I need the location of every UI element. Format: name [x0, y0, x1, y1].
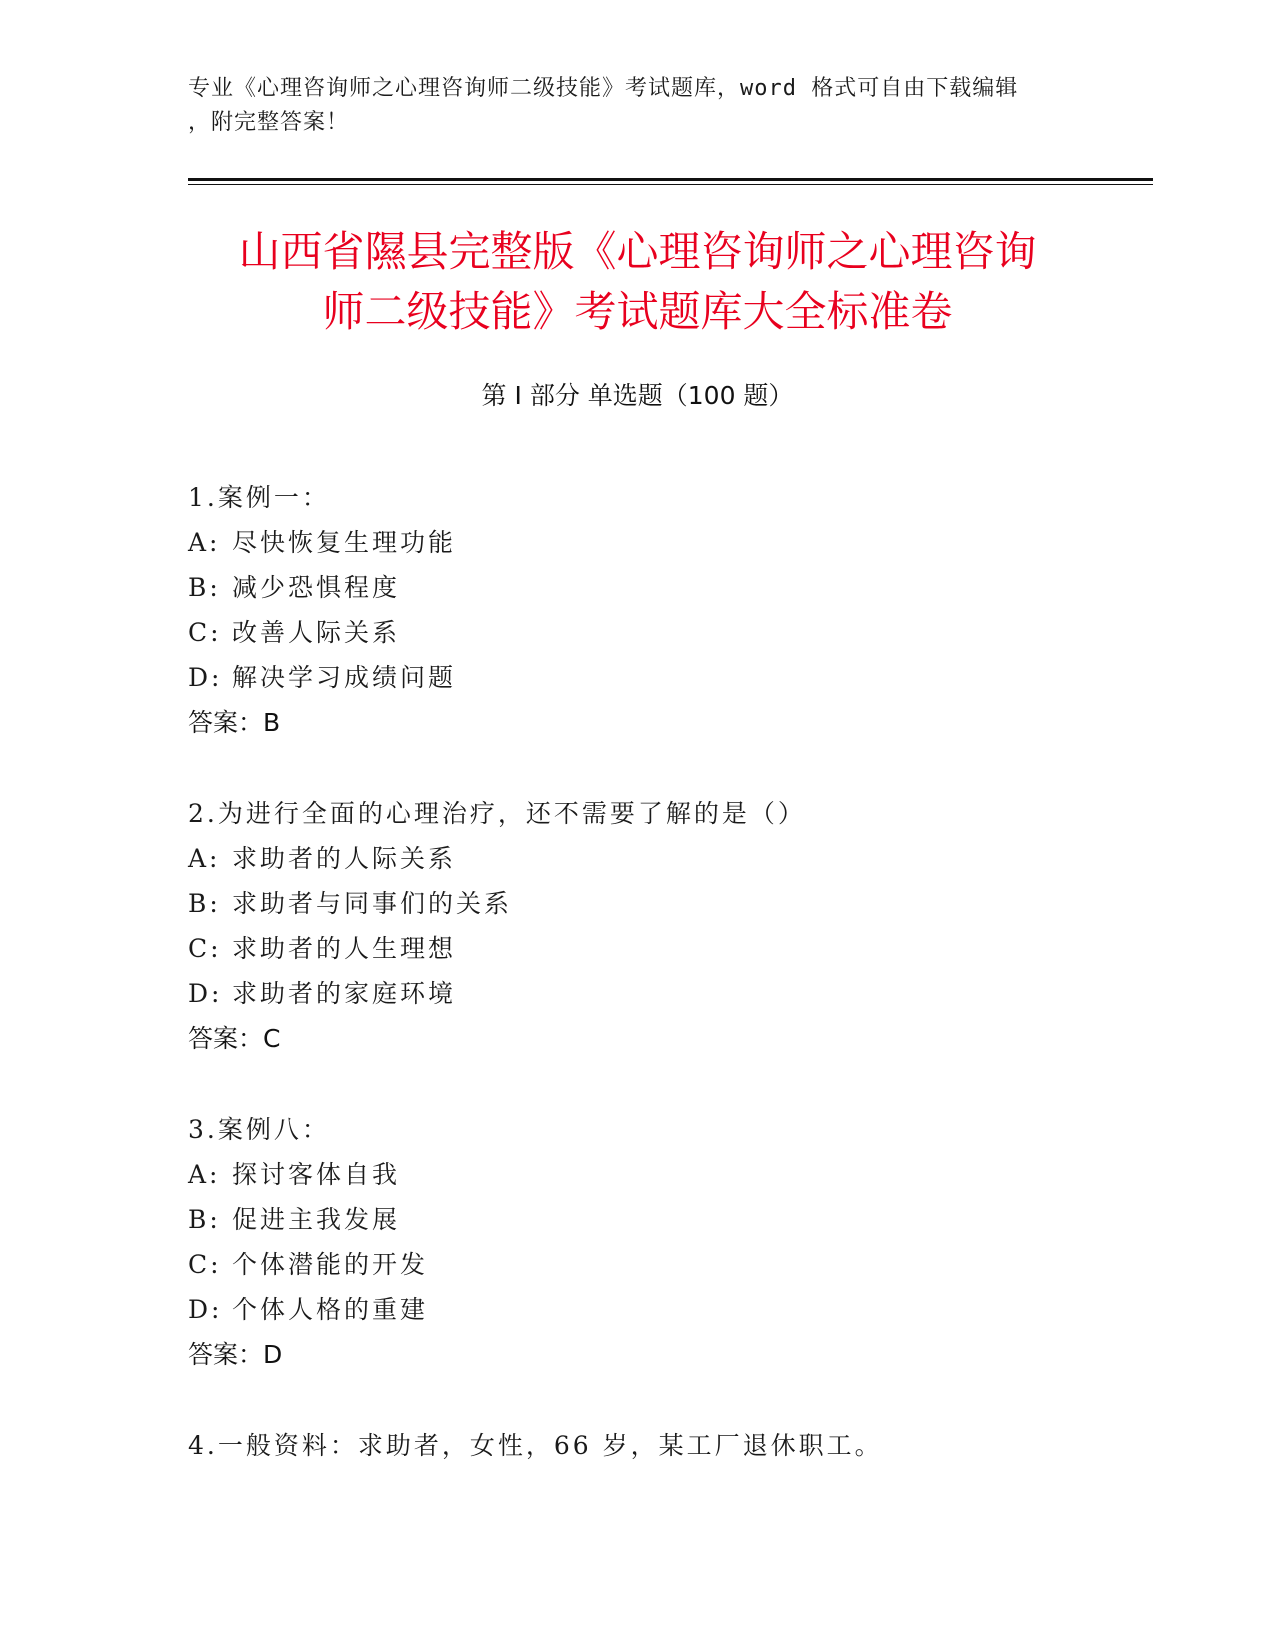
section-title: 第 I 部分 单选题（100 题）	[481, 381, 794, 410]
option-letter: C:	[188, 934, 222, 963]
option-letter: B:	[188, 1205, 221, 1234]
option-letter: A:	[188, 528, 221, 557]
option-text: 促进主我发展	[232, 1205, 401, 1234]
header-divider-thick	[188, 178, 1153, 181]
option-text: 改善人际关系	[232, 618, 401, 647]
header-divider-thin	[188, 184, 1153, 185]
option-d	[188, 655, 1148, 700]
answer-line: 答案：C	[188, 1024, 281, 1053]
question-stem: 2.为进行全面的心理治疗，还不需要了解的是（）	[188, 799, 806, 828]
option-b	[188, 1197, 1148, 1242]
document-title	[150, 222, 1125, 342]
option-text: 尽快恢复生理功能	[232, 528, 457, 557]
question-stem: 1.案例一：	[188, 483, 330, 512]
option-a	[188, 836, 1148, 881]
option-letter: A:	[188, 1160, 221, 1189]
question-1	[188, 475, 1148, 745]
header-note-line-2: ，附完整答案！	[188, 110, 350, 135]
option-letter: B:	[188, 573, 221, 602]
option-d	[188, 1287, 1148, 1332]
option-letter: C:	[188, 618, 222, 647]
option-c	[188, 1242, 1148, 1287]
question-2	[188, 791, 1148, 1061]
option-text: 求助者的人际关系	[232, 844, 457, 873]
question-stem: 3.案例八：	[188, 1115, 330, 1144]
option-letter: C:	[188, 1250, 222, 1279]
document-title-line-2: 师二级技能》考试题库大全标准卷	[322, 287, 953, 336]
option-text: 探讨客体自我	[232, 1160, 401, 1189]
header-note-line-1: 专业《心理咨询师之心理咨询师二级技能》考试题库，word 格式可自由下载编辑	[188, 76, 1019, 101]
question-4	[188, 1423, 1148, 1468]
option-letter: D:	[188, 979, 223, 1008]
option-letter: B:	[188, 889, 221, 918]
option-a	[188, 1152, 1148, 1197]
option-c	[188, 926, 1148, 971]
option-letter: D:	[188, 663, 223, 692]
question-3	[188, 1107, 1148, 1377]
option-text: 减少恐惧程度	[232, 573, 401, 602]
option-text: 求助者的家庭环境	[232, 979, 457, 1008]
answer-line: 答案：B	[188, 708, 281, 737]
header-note	[188, 72, 1068, 140]
option-letter: A:	[188, 844, 221, 873]
option-text: 个体人格的重建	[232, 1295, 429, 1324]
option-text: 解决学习成绩问题	[232, 663, 457, 692]
option-c	[188, 610, 1148, 655]
option-letter: D:	[188, 1295, 223, 1324]
option-text: 求助者与同事们的关系	[232, 889, 513, 918]
option-d	[188, 971, 1148, 1016]
question-stem: 4.一般资料：求助者，女性，66 岁，某工厂退休职工。	[188, 1431, 883, 1460]
option-text: 个体潜能的开发	[232, 1250, 429, 1279]
option-a	[188, 520, 1148, 565]
question-list	[188, 475, 1148, 1514]
option-b	[188, 565, 1148, 610]
document-title-line-1: 山西省隰县完整版《心理咨询师之心理咨询	[238, 227, 1037, 276]
option-text: 求助者的人生理想	[232, 934, 457, 963]
option-b	[188, 881, 1148, 926]
answer-line: 答案：D	[188, 1340, 283, 1369]
